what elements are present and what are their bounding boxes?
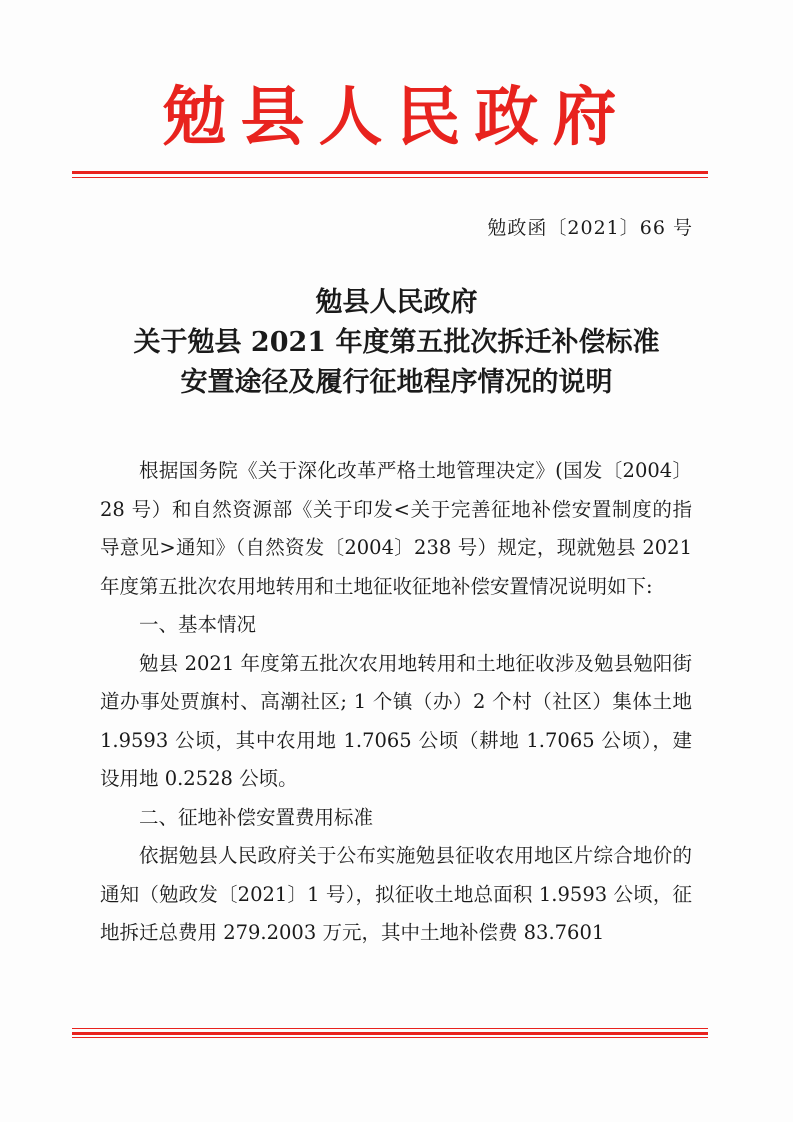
masthead-red-rule-thin (72, 177, 708, 178)
body-paragraph-compensation: 依据勉县人民政府关于公布实施勉县征收农用地区片综合地价的通知（勉政发〔2021〕1 号），拟征收土地总面积 1.9593 公顷，征地拆迁总费用 279.2003 万元，其中土地补偿费 83.7601 (100, 844, 692, 944)
title-line-3: 安置途径及履行征地程序情况的说明 (180, 367, 613, 398)
body-paragraph-basic-situation: 勉县 2021 年度第五批次农用地转用和土地征收涉及勉县勉阳街道办事处贾旗村、高潮社区; 1 个镇（办）2 个村（社区）集体土地 1.9593 公顷，其中农用地 1.7065 公顷（耕地 1.7065 公顷），建设用地 0.2528 公顷。 (100, 651, 692, 790)
footer-red-rule-thin-bottom (72, 1037, 708, 1038)
document-number: 勉政函〔2021〕66 号 (487, 217, 693, 239)
section-heading-basic-situation: 一、基本情况 (139, 613, 257, 636)
footer-red-rule-thin-top (72, 1028, 708, 1029)
section-heading-compensation-standard: 二、征地补偿安置费用标准 (139, 805, 374, 829)
body-paragraph-intro: 根据国务院《关于深化改革严格土地管理决定》(国发〔2004〕28 号）和自然资源部《关于印发<关于完善征地补偿安置制度的指导意见>通知》（自然资发〔2004〕238 号）规定，现就勉县 2021 年度第五批次农用地转用和土地征收征地补偿安置情况说明如下: (100, 459, 692, 598)
masthead-org-name: 勉县人民政府 (162, 80, 631, 155)
title-line-1: 勉县人民政府 (315, 287, 478, 318)
document-title (0, 283, 793, 403)
footer-red-rule (72, 1032, 708, 1035)
title-line-2: 关于勉县 2021 年度第五批次拆迁补偿标准 (133, 327, 660, 358)
document-body (100, 452, 692, 953)
masthead-red-rule (72, 171, 708, 174)
